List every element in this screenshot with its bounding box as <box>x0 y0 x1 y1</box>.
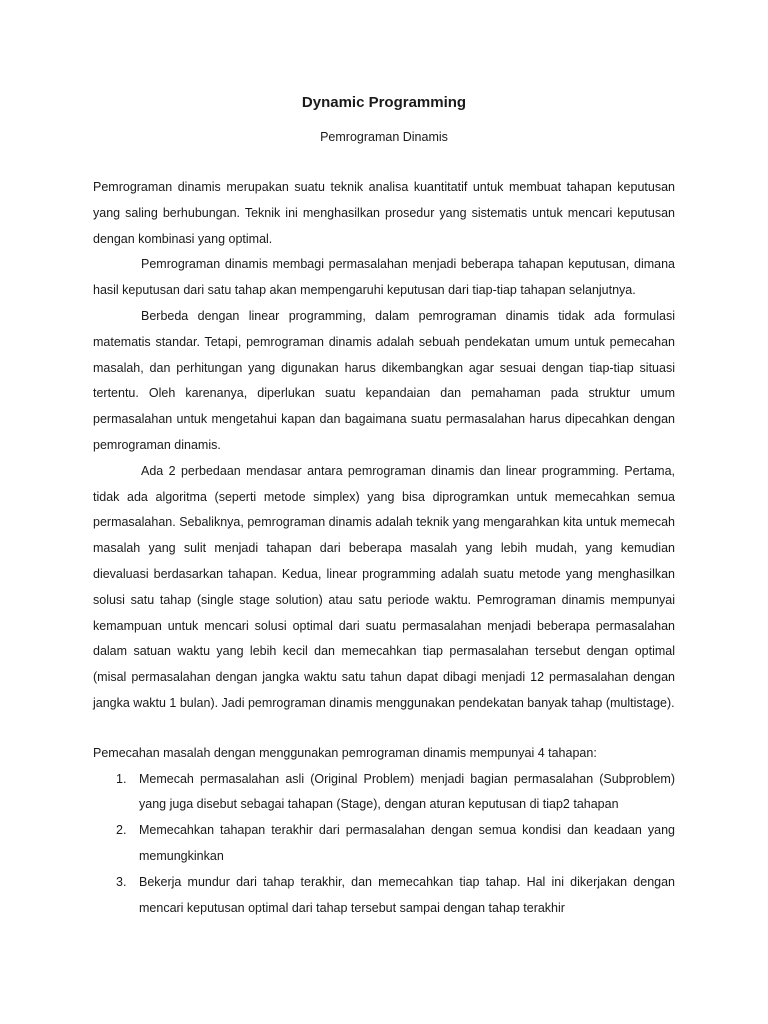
document-subtitle: Pemrograman Dinamis <box>320 130 448 144</box>
list-item-text: Memecahkan tahapan terakhir dari permasalahan dengan semua kondisi dan keadaan yang memungkinkan <box>139 823 675 863</box>
paragraph-2: Pemrograman dinamis membagi permasalahan menjadi beberapa tahapan keputusan, dimana hasil keputusan dari satu tahap akan mempengaruhi keputusan dari tiap-tiap tahapan selanjutnya. <box>93 257 675 298</box>
paragraph-1: Pemrograman dinamis merupakan suatu teknik analisa kuantitatif untuk membuat tahapan keputusan yang saling berhubungan. Teknik ini menghasilkan prosedur yang sistematis untuk mencari keputusan dengan kombinasi yang optimal. <box>93 180 675 246</box>
list-item-text: Bekerja mundur dari tahap terakhir, dan memecahkan tiap tahap. Hal ini dikerjakan dengan mencari keputusan optimal dari tahap tersebut sampai dengan tahap terakhir <box>139 874 675 915</box>
paragraph-4: Ada 2 perbedaan mendasar antara pemrograman dinamis dan linear programming. Pertama, tidak ada algoritma (seperti metode simplex) yang bisa diprogramkan untuk memecahkan semua permasalahan. Sebaliknya, pemrograman dinamis adalah teknik yang mengarahkan kita untuk memecah masalah yang sulit menjadi tahapan dari beberapa masalah yang lebih mudah, yang kemudian dievaluasi berdasarkan tahapan. Kedua, linear programming adalah suatu metode yang menghasilkan solusi satu tahap (single stage solution) atau satu periode waktu. Pemrograman dinamis mempunyai kemampuan untuk mencari solusi optimal dari suatu permasalahan menjadi beberapa permasalahan dalam satuan waktu yang lebih kecil dan memecahkan tiap permasalahan tersebut dengan optimal (misal permasalahan dengan jangka waktu satu tahun dapat dibagi menjadi 12 permasalahan dengan jangka waktu 1 bulan). Jadi pemrograman dinamis menggunakan pendekatan banyak tahap (multistage). <box>93 463 675 710</box>
document-title: Dynamic Programming <box>301 94 467 111</box>
list-item <box>93 818 675 870</box>
list-item-text: Memecah permasalahan asli (Original Problem) menjadi bagian permasalahan (Subproblem) yang juga disebut sebagai tahapan (Stage), dengan aturan keputusan di tiap2 tahapan <box>139 771 675 812</box>
steps-list <box>93 767 675 922</box>
document-body <box>93 175 675 921</box>
section-gap <box>93 717 675 741</box>
paragraph-3: Berbeda dengan linear programming, dalam pemrograman dinamis tidak ada formulasi matematis standar. Tetapi, pemrograman dinamis adalah sebuah pendekatan umum untuk pemecahan masalah, dan perhitungan yang digunakan harus dikembangkan agar sesuai dengan tiap-tiap situasi tertentu. Oleh karenanya, diperlukan suatu kepandaian dan pemahaman pada struktur umum permasalahan untuk mengetahui kapan dan bagaimana suatu permasalahan harus dipecahkan dengan pemrograman dinamis. <box>93 308 675 452</box>
list-item <box>93 870 675 922</box>
list-item-number: 2. <box>116 823 127 838</box>
list-item-number: 1. <box>116 771 127 786</box>
list-item-number: 3. <box>116 874 127 889</box>
list-item <box>93 767 675 819</box>
steps-intro: Pemecahan masalah dengan menggunakan pemrograman dinamis mempunyai 4 tahapan: <box>93 745 597 760</box>
